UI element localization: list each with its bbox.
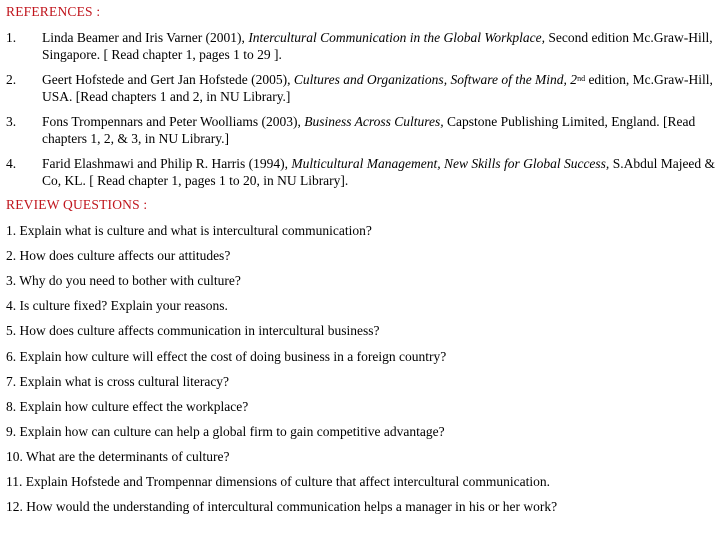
reference-item	[6, 155, 718, 189]
reference-text: Geert Hofstede and Gert Jan Hofstede (2005), Cultures and Organizations, Software of the Mind, 2nd edition, Mc.Graw-Hill, USA. [Read chapters 1 and 2, in NU Library.]	[42, 72, 713, 104]
question-item: 11. Explain Hofstede and Trompennar dimensions of culture that affect intercultural communication.	[6, 474, 550, 489]
question-item: 1. Explain what is culture and what is intercultural communication?	[6, 223, 372, 238]
question-item: 2. How does culture affects our attitudes?	[6, 248, 231, 263]
reference-number: 4.	[6, 156, 17, 171]
question-item: 7. Explain what is cross cultural literacy?	[6, 374, 230, 389]
reference-item	[6, 71, 718, 105]
reference-text: Fons Trompennars and Peter Woolliams (2003), Business Across Cultures, Capstone Publishing Limited, England. [Read chapters 1, 2, & 3, in NU Library.]	[42, 114, 696, 146]
question-item: 5. How does culture affects communication in intercultural business?	[6, 323, 380, 338]
question-item: 12. How would the understanding of intercultural communication helps a manager in his or her work?	[6, 499, 558, 514]
reference-item	[6, 29, 718, 63]
question-item: 8. Explain how culture effect the workplace?	[6, 399, 249, 414]
reference-number: 3.	[6, 114, 17, 129]
references-heading: REFERENCES :	[6, 4, 101, 19]
question-item: 10. What are the determinants of culture?	[6, 449, 230, 464]
question-item: 3. Why do you need to bother with culture?	[6, 273, 241, 288]
reference-number: 2.	[6, 72, 17, 87]
reference-title: Multicultural Management, New Skills for Global Success,	[291, 156, 610, 171]
reference-text: Farid Elashmawi and Philip R. Harris (1994), Multicultural Management, New Skills for Global Success, S.Abdul Majeed & Co, KL. [ Read chapter 1, pages 1 to 20, in NU Library].	[42, 156, 716, 188]
reference-number: 1.	[6, 30, 17, 45]
reference-title: Intercultural Communication in the Global Workplace,	[248, 30, 546, 45]
reference-item	[6, 113, 718, 147]
ordinal-suffix: nd	[577, 74, 586, 83]
reference-title: Cultures and Organizations, Software of the Mind, 2	[293, 72, 578, 87]
reference-text: Linda Beamer and Iris Varner (2001), Intercultural Communication in the Global Workplace, Second edition Mc.Graw-Hill, Singapore. [ Read chapter 1, pages 1 to 29 ].	[42, 30, 713, 62]
question-item: 6. Explain how culture will effect the cost of doing business in a foreign country?	[6, 349, 447, 364]
review-questions-heading: REVIEW QUESTIONS :	[6, 197, 148, 212]
reference-title: Business Across Cultures,	[304, 114, 444, 129]
question-item: 9. Explain how can culture can help a global firm to gain competitive advantage?	[6, 424, 445, 439]
question-item: 4. Is culture fixed? Explain your reasons.	[6, 298, 228, 313]
